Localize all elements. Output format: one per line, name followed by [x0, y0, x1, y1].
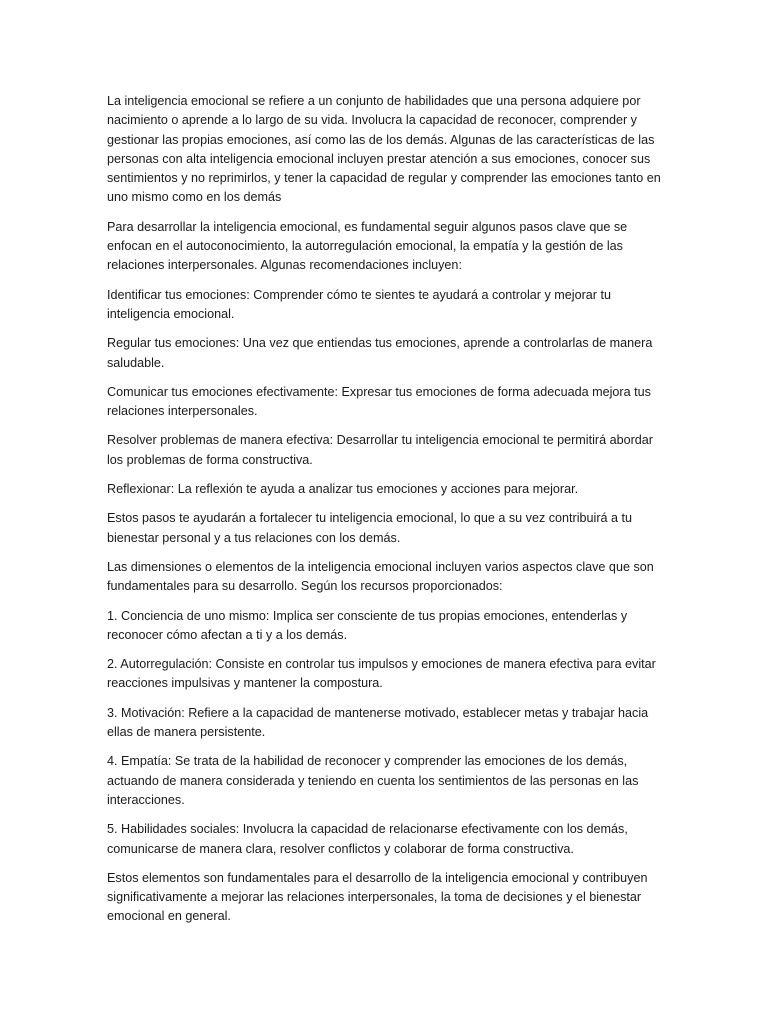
- paragraph-communicate-emotions: Comunicar tus emociones efectivamente: Expresar tus emociones de forma adecuada mejora tus relaciones interpersonales.: [107, 384, 651, 419]
- paragraph-development-steps: Para desarrollar la inteligencia emocional, es fundamental seguir algunos pasos clave que se enfocan en el autoconocimiento, la autorregulación emocional, la empatía y la gestión de las relaciones interpersonales. Algunas recomendaciones incluyen:: [107, 219, 628, 273]
- paragraph-social-skills: 5. Habilidades sociales: Involucra la capacidad de relacionarse efectivamente con los demás, comunicarse de manera clara, resolver conflictos y colaborar de forma constructiva.: [107, 822, 628, 856]
- paragraph-dimensions-intro: Las dimensiones o elementos de la inteligencia emocional incluyen varios aspectos clave que son fundamentales para su desarrollo. Según los recursos proporcionados:: [107, 559, 654, 594]
- paragraph-solve-problems: Resolver problemas de manera efectiva: Desarrollar tu inteligencia emocional te permitirá abordar los problemas de forma constructiva.: [107, 433, 653, 467]
- document-body: [107, 92, 667, 937]
- paragraph-reflect: Reflexionar: La reflexión te ayuda a analizar tus emociones y acciones para mejorar.: [107, 482, 579, 497]
- paragraph-regulate-emotions: Regular tus emociones: Una vez que entiendas tus emociones, aprende a controlarlas de manera saludable.: [107, 336, 653, 370]
- paragraph-motivation: 3. Motivación: Refiere a la capacidad de mantenerse motivado, establecer metas y trabajar hacia ellas de manera persistente.: [107, 705, 649, 740]
- paragraph-identify-emotions: Identificar tus emociones: Comprender cómo te sientes te ayudará a controlar y mejorar tu inteligencia emocional.: [107, 287, 611, 321]
- paragraph-self-awareness: 1. Conciencia de uno mismo: Implica ser consciente de tus propias emociones, entenderlas y reconocer cómo afectan a ti y a los demás.: [107, 608, 628, 642]
- paragraph-empathy: 4. Empatía: Se trata de la habilidad de reconocer y comprender las emociones de los demás, actuando de manera considerada y teniendo en cuenta los sentimientos de las personas en las interacciones.: [107, 754, 639, 807]
- paragraph-conclusion: Estos elementos son fundamentales para el desarrollo de la inteligencia emocional y contribuyen significativamente a mejorar las relaciones interpersonales, la toma de decisiones y el bienestar emocional en general.: [107, 870, 648, 924]
- paragraph-steps-summary: Estos pasos te ayudarán a fortalecer tu inteligencia emocional, lo que a su vez contribuirá a tu bienestar personal y a tus relaciones con los demás.: [107, 511, 633, 545]
- paragraph-self-regulation: 2. Autorregulación: Consiste en controlar tus impulsos y emociones de manera efectiva para evitar reacciones impulsivas y mantener la compostura.: [107, 657, 656, 691]
- paragraph-intro-definition: La inteligencia emocional se refiere a un conjunto de habilidades que una persona adquiere por nacimiento o aprende a lo largo de su vida. Involucra la capacidad de reconocer, comprender y gestionar las propias emociones, así como las de los demás. Algunas de las características de las personas con alta inteligencia emocional incluyen prestar atención a sus emociones, conocer sus sentimientos y no reprimirlos, y tener la capacidad de regular y comprender las emociones tanto en uno mismo como en los demás: [107, 94, 661, 205]
